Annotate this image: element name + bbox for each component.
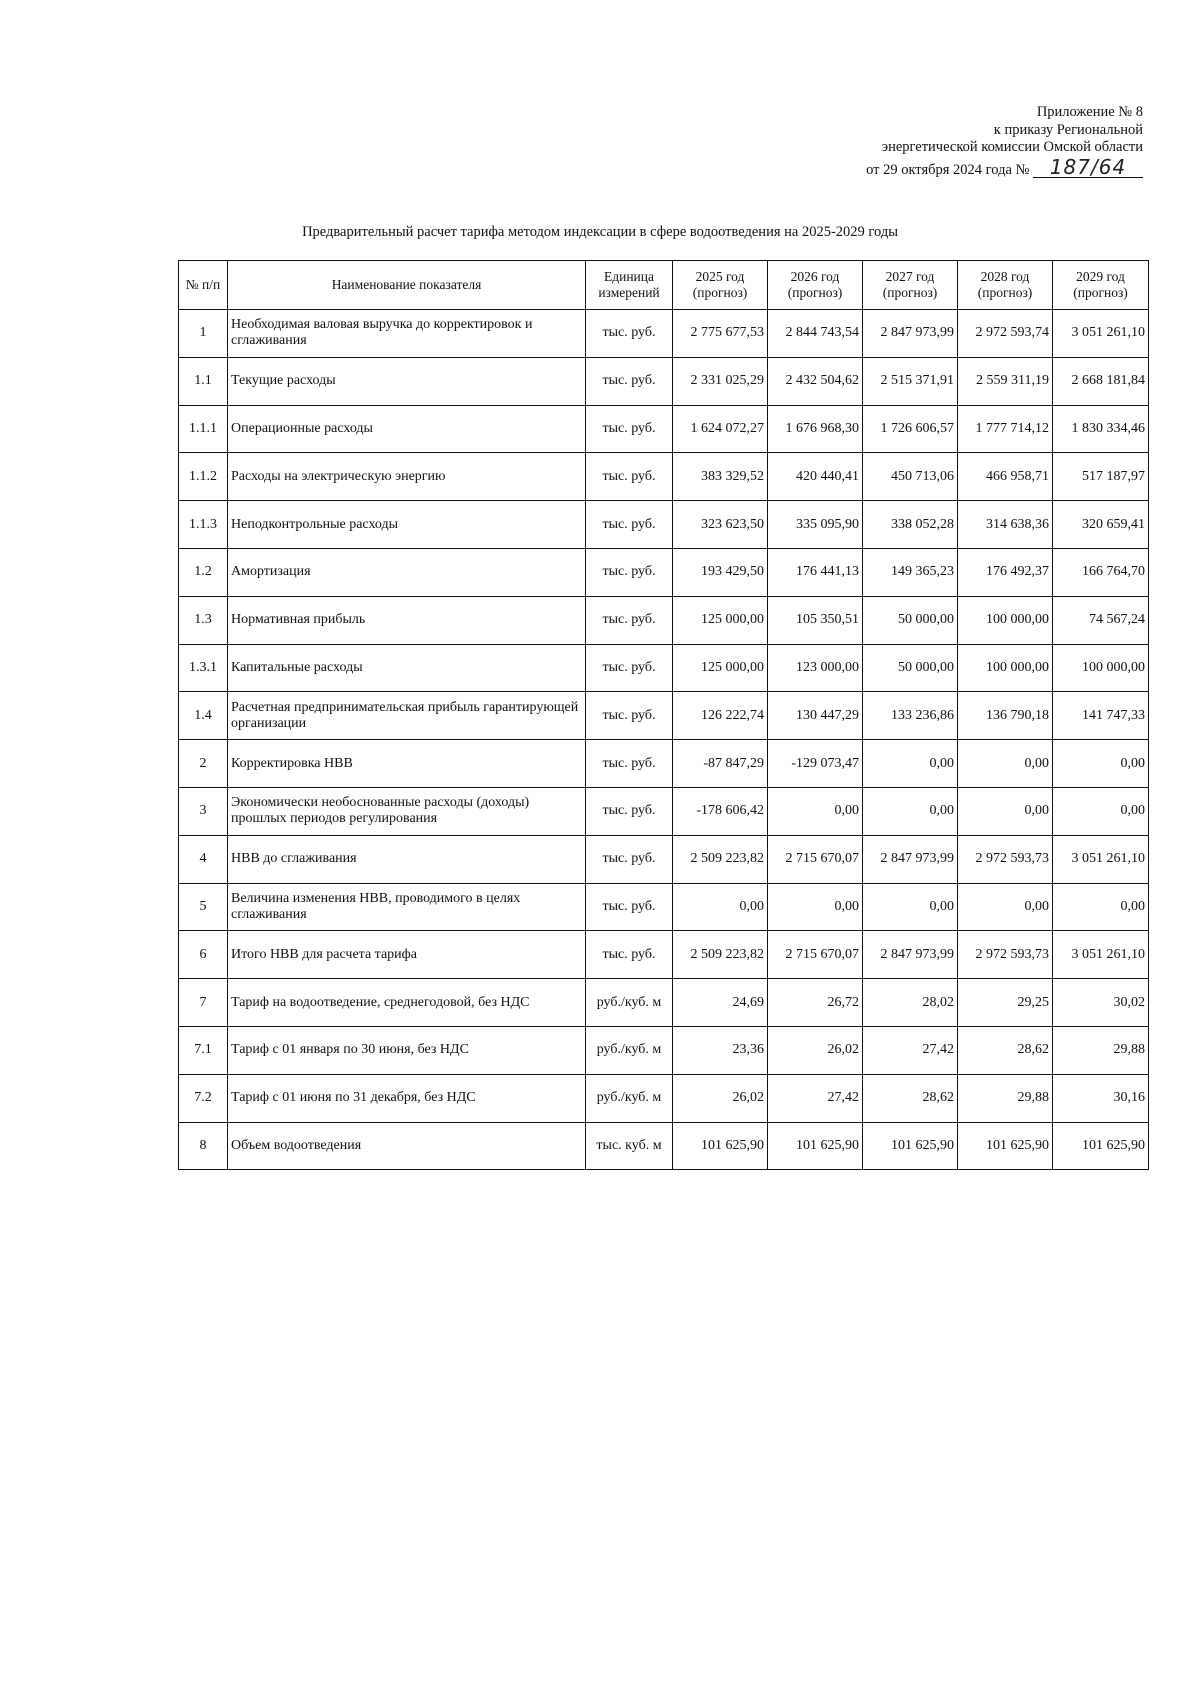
indicator-name: Операционные расходы [228,405,586,453]
value-2025: 24,69 [673,979,768,1027]
value-2029: 2 668 181,84 [1053,357,1149,405]
col-header-no: № п/п [179,261,228,310]
value-2027: 2 515 371,91 [863,357,958,405]
value-2027: 50 000,00 [863,596,958,644]
value-2029: 0,00 [1053,787,1149,835]
unit-of-measure: тыс. куб. м [586,1122,673,1170]
value-2025: 125 000,00 [673,596,768,644]
table-row [179,692,1149,740]
value-2025: 23,36 [673,1026,768,1074]
value-2028: 136 790,18 [958,692,1053,740]
value-2025: 2 509 223,82 [673,835,768,883]
value-2029: 141 747,33 [1053,692,1149,740]
col-header-2026: 2026 год (прогноз) [768,261,863,310]
value-2027: 28,62 [863,1074,958,1122]
unit-of-measure: тыс. руб. [586,548,673,596]
value-2028: 176 492,37 [958,548,1053,596]
unit-of-measure: тыс. руб. [586,835,673,883]
appendix-header [866,104,1143,179]
tariff-table [178,260,1149,1170]
value-2028: 0,00 [958,787,1053,835]
value-2027: 2 847 973,99 [863,931,958,979]
value-2027: 1 726 606,57 [863,405,958,453]
row-number: 4 [179,835,228,883]
value-2029: 74 567,24 [1053,596,1149,644]
value-2025: -87 847,29 [673,740,768,788]
value-2027: 27,42 [863,1026,958,1074]
col-header-name: Наименование показателя [228,261,586,310]
value-2028: 2 559 311,19 [958,357,1053,405]
appendix-number: Приложение № 8 [1036,104,1143,120]
table-row [179,1074,1149,1122]
col-header-2029: 2029 год (прогноз) [1053,261,1149,310]
indicator-name: Расчетная предпринимательская прибыль гарантирующей организации [228,692,586,740]
value-2027: 149 365,23 [863,548,958,596]
row-number: 7.1 [179,1026,228,1074]
row-number: 1.4 [179,692,228,740]
row-number: 1.2 [179,548,228,596]
value-2027: 2 847 973,99 [863,310,958,358]
indicator-name: Неподконтрольные расходы [228,501,586,549]
value-2026: -129 073,47 [768,740,863,788]
indicator-name: Необходимая валовая выручка до корректировок и сглаживания [228,310,586,358]
unit-of-measure: тыс. руб. [586,787,673,835]
value-2029: 100 000,00 [1053,644,1149,692]
value-2027: 338 052,28 [863,501,958,549]
value-2027: 450 713,06 [863,453,958,501]
col-header-2027: 2027 год (прогноз) [863,261,958,310]
value-2029: 30,16 [1053,1074,1149,1122]
value-2026: 123 000,00 [768,644,863,692]
value-2027: 50 000,00 [863,644,958,692]
unit-of-measure: тыс. руб. [586,692,673,740]
row-number: 1.3.1 [179,644,228,692]
table-row [179,644,1149,692]
value-2026: 130 447,29 [768,692,863,740]
unit-of-measure: тыс. руб. [586,596,673,644]
value-2026: 2 715 670,07 [768,931,863,979]
col-header-2028: 2028 год (прогноз) [958,261,1053,310]
table-row [179,453,1149,501]
table-row [179,501,1149,549]
value-2029: 517 187,97 [1053,453,1149,501]
row-number: 1.1 [179,357,228,405]
unit-of-measure: руб./куб. м [586,1026,673,1074]
unit-of-measure: тыс. руб. [586,357,673,405]
value-2029: 3 051 261,10 [1053,310,1149,358]
commission-name: энергетической комиссии Омской области [881,139,1143,155]
document-title: Предварительный расчет тарифа методом индексации в сфере водоотведения на 2025-2029 годы [302,224,898,240]
value-2027: 0,00 [863,740,958,788]
value-2025: -178 606,42 [673,787,768,835]
unit-of-measure: тыс. руб. [586,310,673,358]
value-2025: 0,00 [673,883,768,931]
indicator-name: Экономически необоснованные расходы (доходы) прошлых периодов регулирования [228,787,586,835]
value-2025: 2 509 223,82 [673,931,768,979]
unit-of-measure: руб./куб. м [586,979,673,1027]
order-reference: к приказу Региональной [993,121,1143,138]
unit-of-measure: тыс. руб. [586,405,673,453]
value-2028: 0,00 [958,740,1053,788]
indicator-name: Корректировка НВВ [228,740,586,788]
table-row [179,931,1149,979]
indicator-name: Текущие расходы [228,357,586,405]
unit-of-measure: руб./куб. м [586,1074,673,1122]
row-number: 2 [179,740,228,788]
value-2026: 335 095,90 [768,501,863,549]
value-2026: 101 625,90 [768,1122,863,1170]
value-2028: 2 972 593,74 [958,310,1053,358]
value-2028: 100 000,00 [958,644,1053,692]
row-number: 7.2 [179,1074,228,1122]
table-row [179,883,1149,931]
indicator-name: Итого НВВ для расчета тарифа [228,931,586,979]
value-2026: 176 441,13 [768,548,863,596]
value-2028: 29,88 [958,1074,1053,1122]
value-2025: 383 329,52 [673,453,768,501]
value-2027: 28,02 [863,979,958,1027]
value-2026: 26,02 [768,1026,863,1074]
value-2029: 101 625,90 [1053,1122,1149,1170]
value-2025: 323 623,50 [673,501,768,549]
unit-of-measure: тыс. руб. [586,644,673,692]
order-date: от 29 октября 2024 года № [866,161,1030,178]
row-number: 7 [179,979,228,1027]
unit-of-measure: тыс. руб. [586,931,673,979]
value-2026: 26,72 [768,979,863,1027]
unit-of-measure: тыс. руб. [586,740,673,788]
value-2026: 2 715 670,07 [768,835,863,883]
table-row [179,405,1149,453]
value-2028: 28,62 [958,1026,1053,1074]
value-2027: 133 236,86 [863,692,958,740]
indicator-name: Капитальные расходы [228,644,586,692]
unit-of-measure: тыс. руб. [586,453,673,501]
value-2025: 125 000,00 [673,644,768,692]
value-2026: 1 676 968,30 [768,405,863,453]
row-number: 1.3 [179,596,228,644]
table-row [179,787,1149,835]
row-number: 1.1.1 [179,405,228,453]
indicator-name: Объем водоотведения [228,1122,586,1170]
value-2025: 2 331 025,29 [673,357,768,405]
order-number: 187/64 [1033,157,1143,178]
unit-of-measure: тыс. руб. [586,883,673,931]
indicator-name: Тариф с 01 января по 30 июня, без НДС [228,1026,586,1074]
value-2029: 3 051 261,10 [1053,931,1149,979]
value-2025: 101 625,90 [673,1122,768,1170]
order-date-line [866,154,1143,180]
value-2028: 0,00 [958,883,1053,931]
value-2028: 100 000,00 [958,596,1053,644]
table-row [179,1122,1149,1170]
table-row [179,548,1149,596]
row-number: 1.1.2 [179,453,228,501]
row-number: 6 [179,931,228,979]
value-2028: 2 972 593,73 [958,931,1053,979]
value-2026: 420 440,41 [768,453,863,501]
value-2027: 0,00 [863,787,958,835]
row-number: 5 [179,883,228,931]
value-2029: 1 830 334,46 [1053,405,1149,453]
value-2026: 0,00 [768,787,863,835]
table-row [179,596,1149,644]
value-2028: 314 638,36 [958,501,1053,549]
indicator-name: Амортизация [228,548,586,596]
table-header-row [179,261,1149,310]
value-2026: 2 844 743,54 [768,310,863,358]
value-2029: 30,02 [1053,979,1149,1027]
value-2029: 29,88 [1053,1026,1149,1074]
value-2025: 2 775 677,53 [673,310,768,358]
value-2028: 101 625,90 [958,1122,1053,1170]
indicator-name: Величина изменения НВВ, проводимого в целях сглаживания [228,883,586,931]
value-2025: 26,02 [673,1074,768,1122]
value-2029: 166 764,70 [1053,548,1149,596]
value-2026: 27,42 [768,1074,863,1122]
indicator-name: Расходы на электрическую энергию [228,453,586,501]
indicator-name: НВВ до сглаживания [228,835,586,883]
value-2028: 1 777 714,12 [958,405,1053,453]
value-2027: 101 625,90 [863,1122,958,1170]
value-2029: 3 051 261,10 [1053,835,1149,883]
table-row [179,835,1149,883]
value-2027: 2 847 973,99 [863,835,958,883]
table-row [179,740,1149,788]
indicator-name: Тариф с 01 июня по 31 декабря, без НДС [228,1074,586,1122]
value-2026: 0,00 [768,883,863,931]
row-number: 3 [179,787,228,835]
col-header-unit: Единица измерений [586,261,673,310]
value-2025: 126 222,74 [673,692,768,740]
row-number: 8 [179,1122,228,1170]
value-2027: 0,00 [863,883,958,931]
value-2029: 0,00 [1053,740,1149,788]
value-2026: 105 350,51 [768,596,863,644]
table-row [179,357,1149,405]
row-number: 1.1.3 [179,501,228,549]
indicator-name: Тариф на водоотведение, среднегодовой, без НДС [228,979,586,1027]
value-2028: 466 958,71 [958,453,1053,501]
value-2028: 2 972 593,73 [958,835,1053,883]
unit-of-measure: тыс. руб. [586,501,673,549]
table-row [179,310,1149,358]
indicator-name: Нормативная прибыль [228,596,586,644]
col-header-2025: 2025 год (прогноз) [673,261,768,310]
table-body [179,310,1149,1170]
value-2025: 193 429,50 [673,548,768,596]
value-2029: 0,00 [1053,883,1149,931]
row-number: 1 [179,310,228,358]
value-2028: 29,25 [958,979,1053,1027]
value-2029: 320 659,41 [1053,501,1149,549]
table-row [179,1026,1149,1074]
value-2025: 1 624 072,27 [673,405,768,453]
table-row [179,979,1149,1027]
value-2026: 2 432 504,62 [768,357,863,405]
